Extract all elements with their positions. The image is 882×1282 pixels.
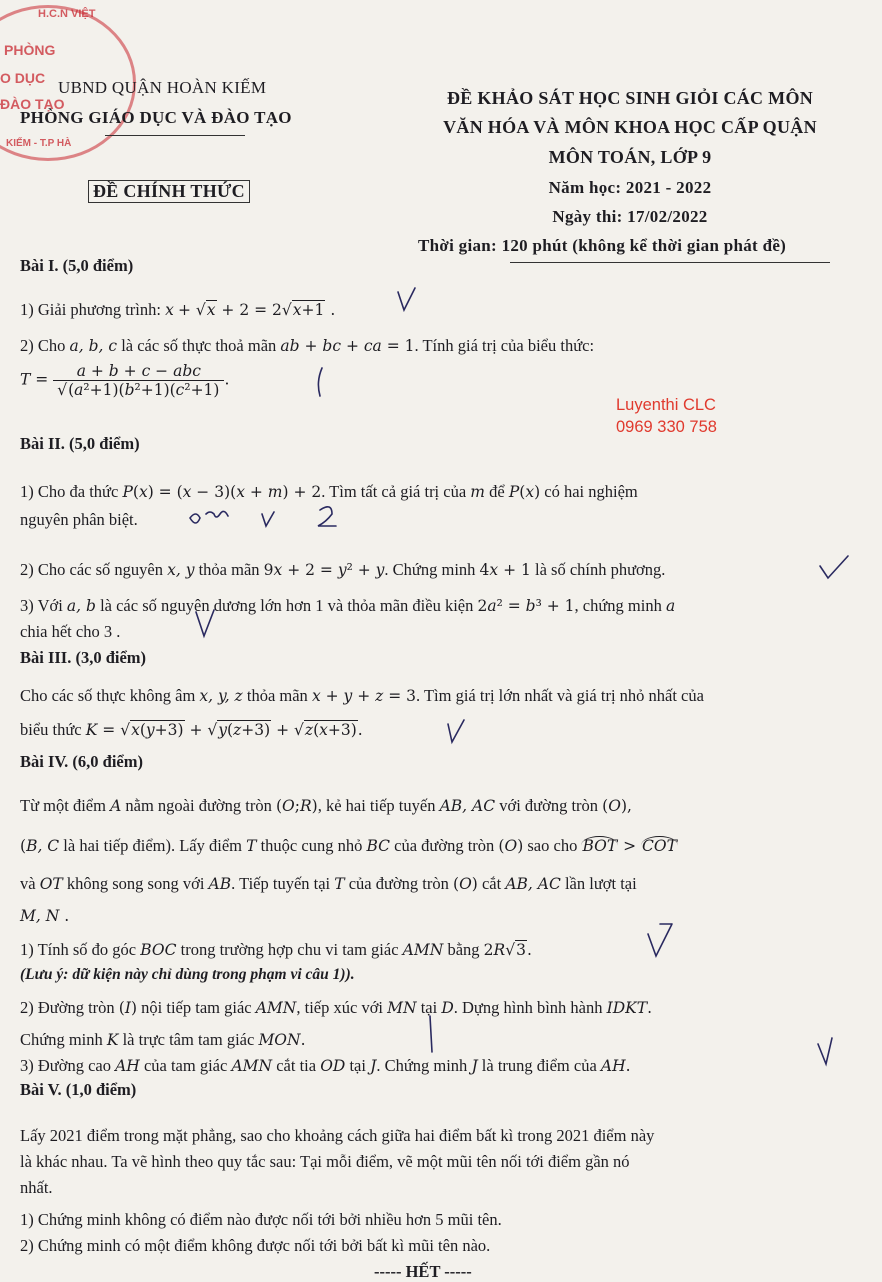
- exam-title-1: ĐỀ KHẢO SÁT HỌC SINH GIỎI CÁC MÔN: [446, 88, 814, 108]
- problem-4-line3: và OT không song song với AB. Tiếp tuyến tại T của đường tròn (O) cắt AB, AC lần lượt tại: [20, 874, 637, 893]
- section-4-title: Bài IV. (6,0 điểm): [20, 752, 143, 771]
- formula-T: T = $\frac{\text{a + b + c − abc}}{\text{√(a²+1)(b²+1)(c²+1)}}$ .: [20, 362, 230, 399]
- check-mark-1: [398, 288, 415, 310]
- problem-4-2: 2) Đường tròn (I) nội tiếp tam giác AMN, tiếp xúc với MN tại D. Dựng hình bình hành IDKT.: [20, 998, 653, 1017]
- stamp-line3: ĐÀO TẠO: [0, 96, 65, 112]
- section-1-title: Bài I. (5,0 điểm): [20, 256, 134, 275]
- exam-year: Năm học: 2021 - 2022: [548, 178, 712, 197]
- exam-date: Ngày thi: 17/02/2022: [552, 207, 708, 226]
- department-name: PHÒNG GIÁO DỤC VÀ ĐÀO TẠO: [20, 108, 292, 127]
- problem-5-line3: nhất.: [20, 1178, 53, 1197]
- problem-1-1: 1) Giải phương trình: x + √x + 2 = 2√x+1 .: [20, 300, 336, 319]
- problem-4-2-cont: Chứng minh K là trực tâm tam giác MON.: [20, 1030, 306, 1049]
- watermark-phone: 0969 330 758: [616, 418, 717, 436]
- stamp-line1: PHÒNG: [4, 42, 56, 58]
- section-5-title: Bài V. (1,0 điểm): [20, 1080, 137, 1099]
- problem-2-1-cont: nguyên phân biệt.: [20, 510, 138, 529]
- problem-2-1: 1) Cho đa thức P(x) = (x − 3)(x + m) + 2. Tìm tất cả giá trị của m để P(x) có hai nghiệm: [20, 482, 638, 501]
- section-2-title: Bài II. (5,0 điểm): [20, 434, 140, 453]
- problem-5-line1: Lấy 2021 điểm trong mặt phẳng, sao cho khoảng cách giữa hai điểm bất kì trong 2021 điểm này: [20, 1126, 655, 1145]
- section-3-title: Bài III. (3,0 điểm): [20, 648, 147, 667]
- problem-5-line2: là khác nhau. Ta vẽ hình theo quy tắc sau: Tại mỗi điểm, vẽ một mũi tên nối tới điểm gần nó: [20, 1152, 630, 1171]
- problem-5-1: 1) Chứng minh không có điểm nào được nối tới bởi nhiều hơn 5 mũi tên.: [20, 1210, 502, 1229]
- problem-2-3-cont: chia hết cho 3 .: [20, 622, 121, 641]
- check-mark-3: [820, 556, 848, 578]
- problem-1-2: 2) Cho a, b, c là các số thực thoả mãn ab + bc + ca = 1. Tính giá trị của biểu thức:: [20, 336, 595, 355]
- problem-4-line2: (B, C là hai tiếp điểm). Lấy điểm T thuộc cung nhỏ BC của đường tròn (O) sao cho BOT > COT: [20, 836, 677, 855]
- watermark-name: Luyenthi CLC: [616, 396, 716, 414]
- check-mark-2: [318, 368, 322, 396]
- stamp-top: H.C.N VIỆT: [38, 8, 96, 20]
- district-name: UBND QUẬN HOÀN KIẾM: [58, 78, 267, 97]
- check-mark-5: [448, 720, 464, 742]
- problem-2-2: 2) Cho các số nguyên x, y thỏa mãn 9x + 2 = y² + y. Chứng minh 4x + 1 là số chính phương.: [20, 560, 666, 579]
- problem-3: Cho các số thực không âm x, y, z thỏa mãn x + y + z = 3. Tìm giá trị lớn nhất và giá trị nhỏ nhất của: [20, 686, 704, 705]
- check-mark-6: [648, 924, 672, 956]
- problem-4-line4: M, N .: [20, 907, 70, 925]
- stamp-line2: O DỤC: [0, 70, 46, 86]
- problem-4-3: 3) Đường cao AH của tam giác AMN cắt tia OD tại J. Chứng minh J là trung điểm của AH.: [20, 1056, 631, 1075]
- stroke-mark-1: [430, 1016, 432, 1052]
- handwriting-note: [190, 507, 336, 526]
- stamp-bottom: KIẾM - T.P HÀ: [6, 138, 72, 149]
- check-mark-4: [196, 610, 214, 636]
- official-label: ĐỀ CHÍNH THỨC: [88, 180, 250, 203]
- exam-time: Thời gian: 120 phút (không kể thời gian phát đề): [418, 236, 787, 255]
- problem-4-line1: Từ một điểm A nằm ngoài đường tròn (O;R), kẻ hai tiếp tuyến AB, AC với đường tròn (O),: [20, 796, 632, 815]
- problem-2-3: 3) Với a, b là các số nguyên dương lớn hơn 1 và thỏa mãn điều kiện 2a² = b³ + 1, chứng minh a: [20, 596, 676, 615]
- problem-4-note: (Lưu ý: dữ kiện này chỉ dùng trong phạm vi câu 1)).: [20, 966, 355, 983]
- exam-title-2: VĂN HÓA VÀ MÔN KHOA HỌC CẤP QUẬN: [443, 117, 817, 137]
- problem-3-cont: biểu thức K = √x(y+3) + √y(z+3) + √z(x+3).: [20, 720, 363, 739]
- problem-4-1: 1) Tính số đo góc BOC trong trường hợp chu vi tam giác AMN bằng 2R√3.: [20, 940, 532, 959]
- problem-5-2: 2) Chứng minh có một điểm không được nối tới bởi bất kì mũi tên nào.: [20, 1236, 491, 1255]
- exam-subject: MÔN TOÁN, LỚP 9: [548, 147, 712, 167]
- end-marker: ----- HẾT -----: [374, 1262, 472, 1281]
- check-mark-7: [818, 1038, 832, 1064]
